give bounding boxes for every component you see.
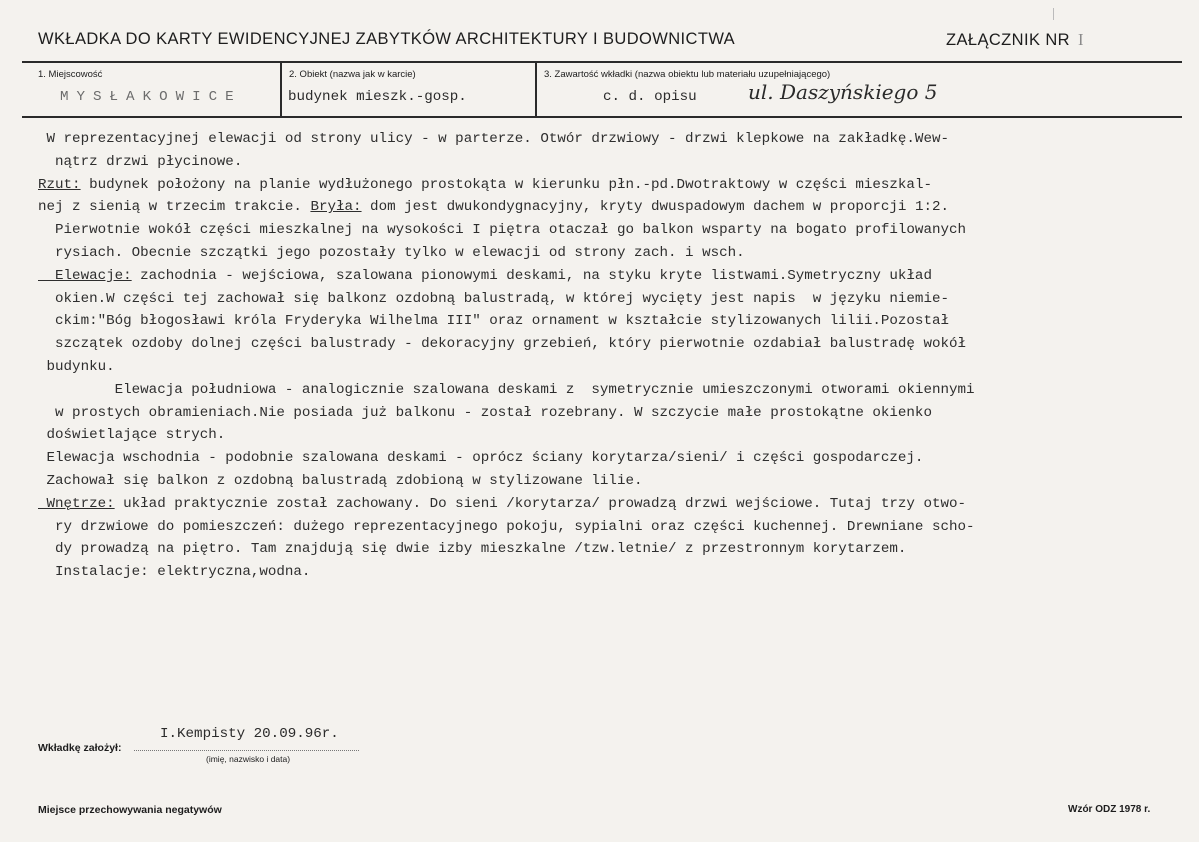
- field-content-value: c. d. opisu: [603, 89, 697, 105]
- field-locality-value: MYSŁAKOWICE: [60, 89, 242, 105]
- text-segment: budynek położony na planie wydłużonego prostokąta w kierunku płn.-pd.Dwotraktowy w części mieszkal-: [80, 176, 932, 193]
- text-line: w prostych obramieniach.Nie posiada już balkonu - został rozebrany. W szczycie małe prostokątne okienko: [38, 404, 932, 421]
- text-line: Elewacja wschodnia - podobnie szalowana deskami - oprócz ściany korytarza/sieni/ i części gospodarczej.: [38, 450, 924, 467]
- text-segment: nej z sienią w trzecim trakcie.: [38, 199, 311, 216]
- annex-number: [946, 30, 1084, 50]
- text-line: budynku.: [38, 358, 115, 375]
- handwritten-address: ul. Daszyńskiego 5: [748, 80, 938, 104]
- text-line: ry drzwiowe do pomieszczeń: dużego reprezentacyjnego pokoju, sypialni oraz części kuchennej. Drewniane scho-: [38, 518, 975, 535]
- text-line: [38, 265, 1163, 288]
- text-line: rysiach. Obecnie szczątki jego pozostały tylko w elewacji od strony zach. i wsch.: [38, 244, 745, 261]
- scan-mark: [1053, 8, 1054, 20]
- description-text: [38, 128, 1163, 584]
- text-line: Zachował się balkon z ozdobną balustradą zdobioną w stylizowane lilie.: [38, 472, 643, 489]
- heading-interior: Wnętrze:: [38, 495, 115, 512]
- text-line: Instalacje: elektryczna,wodna.: [38, 564, 311, 581]
- text-segment: zachodnia - wejściowa, szalowana pionowymi deskami, na styku kryte listwami.Symetryczny układ: [131, 267, 932, 284]
- text-line: dy prowadzą na piętro. Tam znajdują się dwie izby mieszkalne /tzw.letnie/ z przestronnym korytarzem.: [38, 541, 907, 558]
- field-content-label: 3. Zawartość wkładki (nazwa obiektu lub materiału uzupełniającego): [544, 69, 831, 80]
- form-pattern-code: Wzór ODZ 1978 r.: [1068, 804, 1151, 815]
- heading-massing: Bryła:: [310, 199, 362, 216]
- heading-elevations: Elewacje:: [38, 267, 132, 284]
- field-divider-2: [535, 61, 537, 116]
- fields-bottom-rule: [22, 116, 1182, 118]
- text-line: W reprezentacyjnej elewacji od strony ulicy - w parterze. Otwór drzwiowy - drzwi klepkowe na zakładkę.Wew-: [38, 131, 949, 147]
- top-rule: [22, 61, 1182, 63]
- field-locality-label: 1. Miejscowość: [38, 69, 103, 80]
- text-line: Elewacja południowa - analogicznie szalowana deskami z symetrycznie umieszczonymi otworami okiennymi: [38, 381, 975, 398]
- heading-plan: Rzut:: [38, 176, 81, 193]
- text-line: szczątek ozdoby dolnej części balustrady - dekoracyjny grzebień, który pierwotnie ozdabiał balustradę wokół: [38, 336, 967, 353]
- text-line: nątrz drzwi płycinowe.: [38, 153, 243, 170]
- signature-line: [134, 750, 359, 751]
- annex-label: ZAŁĄCZNIK NR: [946, 31, 1070, 49]
- field-object-label: 2. Obiekt (nazwa jak w karcie): [289, 69, 416, 80]
- created-by-value: I.Kempisty 20.09.96r.: [160, 726, 339, 742]
- field-divider-1: [280, 61, 282, 116]
- text-line: ckim:"Bóg błogosławi króla Fryderyka Wilhelma III" oraz ornament w kształcie stylizowanych lilii.Pozostał: [38, 313, 949, 330]
- text-line: okien.W części tej zachował się balkonz ozdobną balustradą, w której wycięty jest napis w języku niemie-: [38, 290, 949, 307]
- text-segment: dom jest dwukondygnacyjny, kryty dwuspadowym dachem w proporcji 1:2.: [361, 199, 950, 216]
- created-by-label: Wkładkę założył:: [38, 742, 122, 754]
- form-title: WKŁADKA DO KARTY EWIDENCYJNEJ ZABYTKÓW ARCHITEKTURY I BUDOWNICTWA: [38, 30, 736, 48]
- text-line: [38, 493, 1163, 516]
- text-line: Pierwotnie wokół części mieszkalnej na wysokości I piętra otaczał go balkon wsparty na bogato profilowanych: [38, 222, 967, 239]
- annex-value: I: [1077, 30, 1084, 49]
- negatives-storage-label: Miejsce przechowywania negatywów: [38, 804, 222, 816]
- field-object-value: budynek mieszk.-gosp.: [288, 89, 467, 105]
- created-by-hint: (imię, nazwisko i data): [206, 754, 291, 764]
- text-line: doświetlające strych.: [38, 427, 226, 444]
- text-line: [38, 174, 1163, 197]
- text-segment: układ praktycznie został zachowany. Do sieni /korytarza/ prowadzą drzwi wejściowe. Tutaj trzy otwo-: [114, 495, 967, 512]
- text-line: [38, 196, 1163, 219]
